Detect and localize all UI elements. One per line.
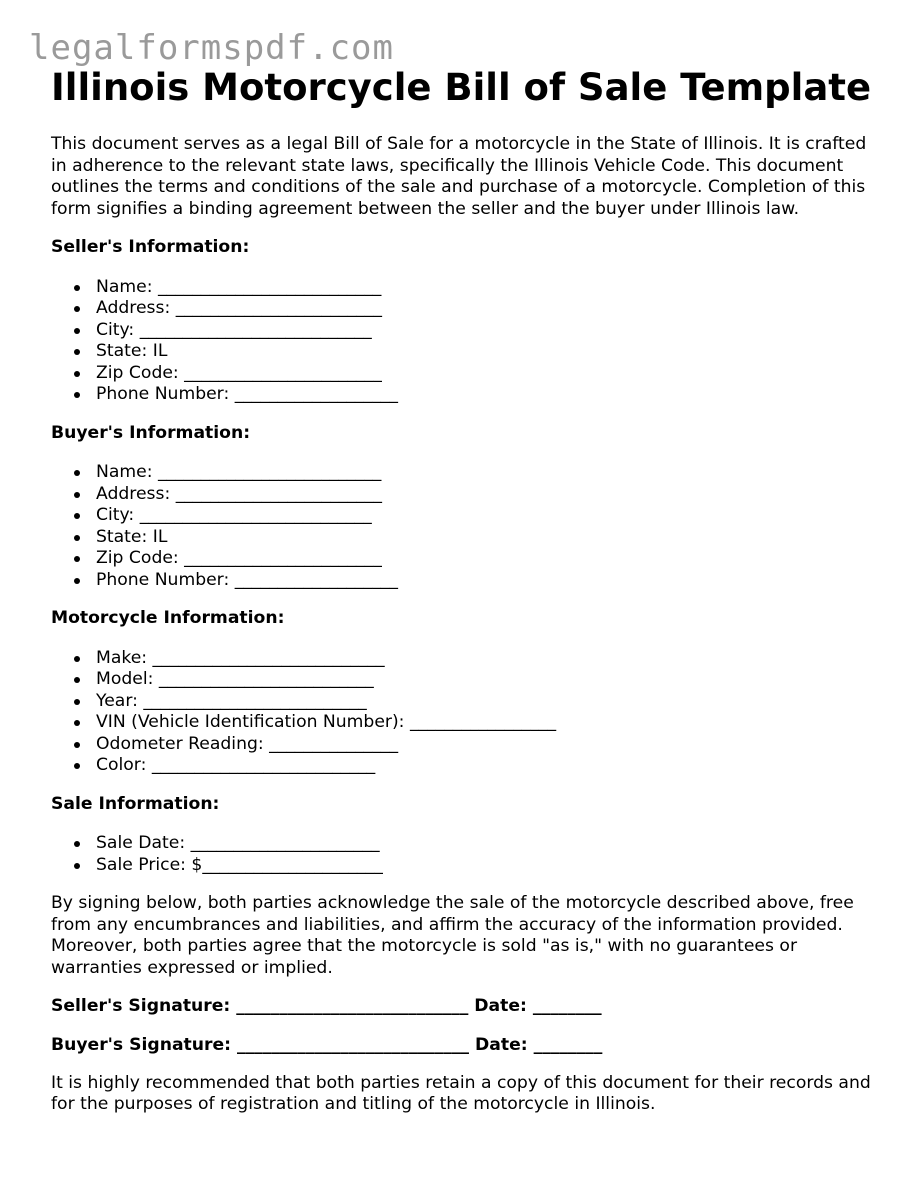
seller-address-field: Address: ________________________: [96, 298, 871, 320]
buyer-signature-line: Buyer's Signature: ___________________________ Date: ________: [51, 1035, 603, 1055]
sale-list: [51, 833, 871, 876]
page-title: Illinois Motorcycle Bill of Sale Template: [51, 66, 872, 109]
seller-name-field: Name: __________________________: [96, 277, 871, 299]
watermark: legalformspdf.com: [29, 28, 394, 68]
acknowledgement-paragraph: By signing below, both parties acknowledge the sale of the motorcycle described above, free from any encumbrances and liabilities, and affirm the accuracy of the information provided. Moreover, both parties agree that the motorcycle is sold "as is," with no guarantees or warranties expressed or implied.: [51, 893, 854, 978]
sale-date-field: Sale Date: ______________________: [96, 833, 871, 855]
seller-phone-field: Phone Number: ___________________: [96, 384, 871, 406]
buyer-state-field: State: IL: [96, 527, 871, 549]
sale-price-field: Sale Price: $_____________________: [96, 855, 871, 877]
document-body: [51, 64, 871, 1116]
buyer-phone-field: Phone Number: ___________________: [96, 570, 871, 592]
seller-zip-field: Zip Code: _______________________: [96, 363, 871, 385]
motorcycle-model-field: Model: _________________________: [96, 669, 871, 691]
seller-city-field: City: ___________________________: [96, 320, 871, 342]
buyer-city-field: City: ___________________________: [96, 505, 871, 527]
buyer-name-field: Name: __________________________: [96, 462, 871, 484]
motorcycle-color-field: Color: __________________________: [96, 755, 871, 777]
seller-signature-line: Seller's Signature: ___________________________ Date: ________: [51, 996, 602, 1016]
seller-list: [51, 277, 871, 406]
motorcycle-heading: Motorcycle Information:: [51, 608, 285, 628]
seller-state-field: State: IL: [96, 341, 871, 363]
sale-heading: Sale Information:: [51, 793, 220, 814]
closing-note: It is highly recommended that both parties retain a copy of this document for their records and for the purposes of registration and titling of the motorcycle in Illinois.: [51, 1072, 871, 1114]
motorcycle-list: [51, 648, 871, 777]
buyer-address-field: Address: ________________________: [96, 484, 871, 506]
buyer-zip-field: Zip Code: _______________________: [96, 548, 871, 570]
buyer-list: [51, 462, 871, 591]
motorcycle-year-field: Year: __________________________: [96, 691, 871, 713]
seller-heading: Seller's Information:: [51, 237, 250, 257]
intro-paragraph: This document serves as a legal Bill of Sale for a motorcycle in the State of Illinois. It is crafted in adherence to the relevant state laws, specifically the Illinois Vehicle Code. This document outlines the terms and conditions of the sale and purchase of a motorcycle. Completion of this form signifies a binding agreement between the seller and the buyer under Illinois law.: [51, 134, 867, 219]
motorcycle-vin-field: VIN (Vehicle Identification Number): _________________: [96, 712, 871, 734]
buyer-heading: Buyer's Information:: [51, 422, 251, 443]
motorcycle-odometer-field: Odometer Reading: _______________: [96, 734, 871, 756]
motorcycle-make-field: Make: ___________________________: [96, 648, 871, 670]
